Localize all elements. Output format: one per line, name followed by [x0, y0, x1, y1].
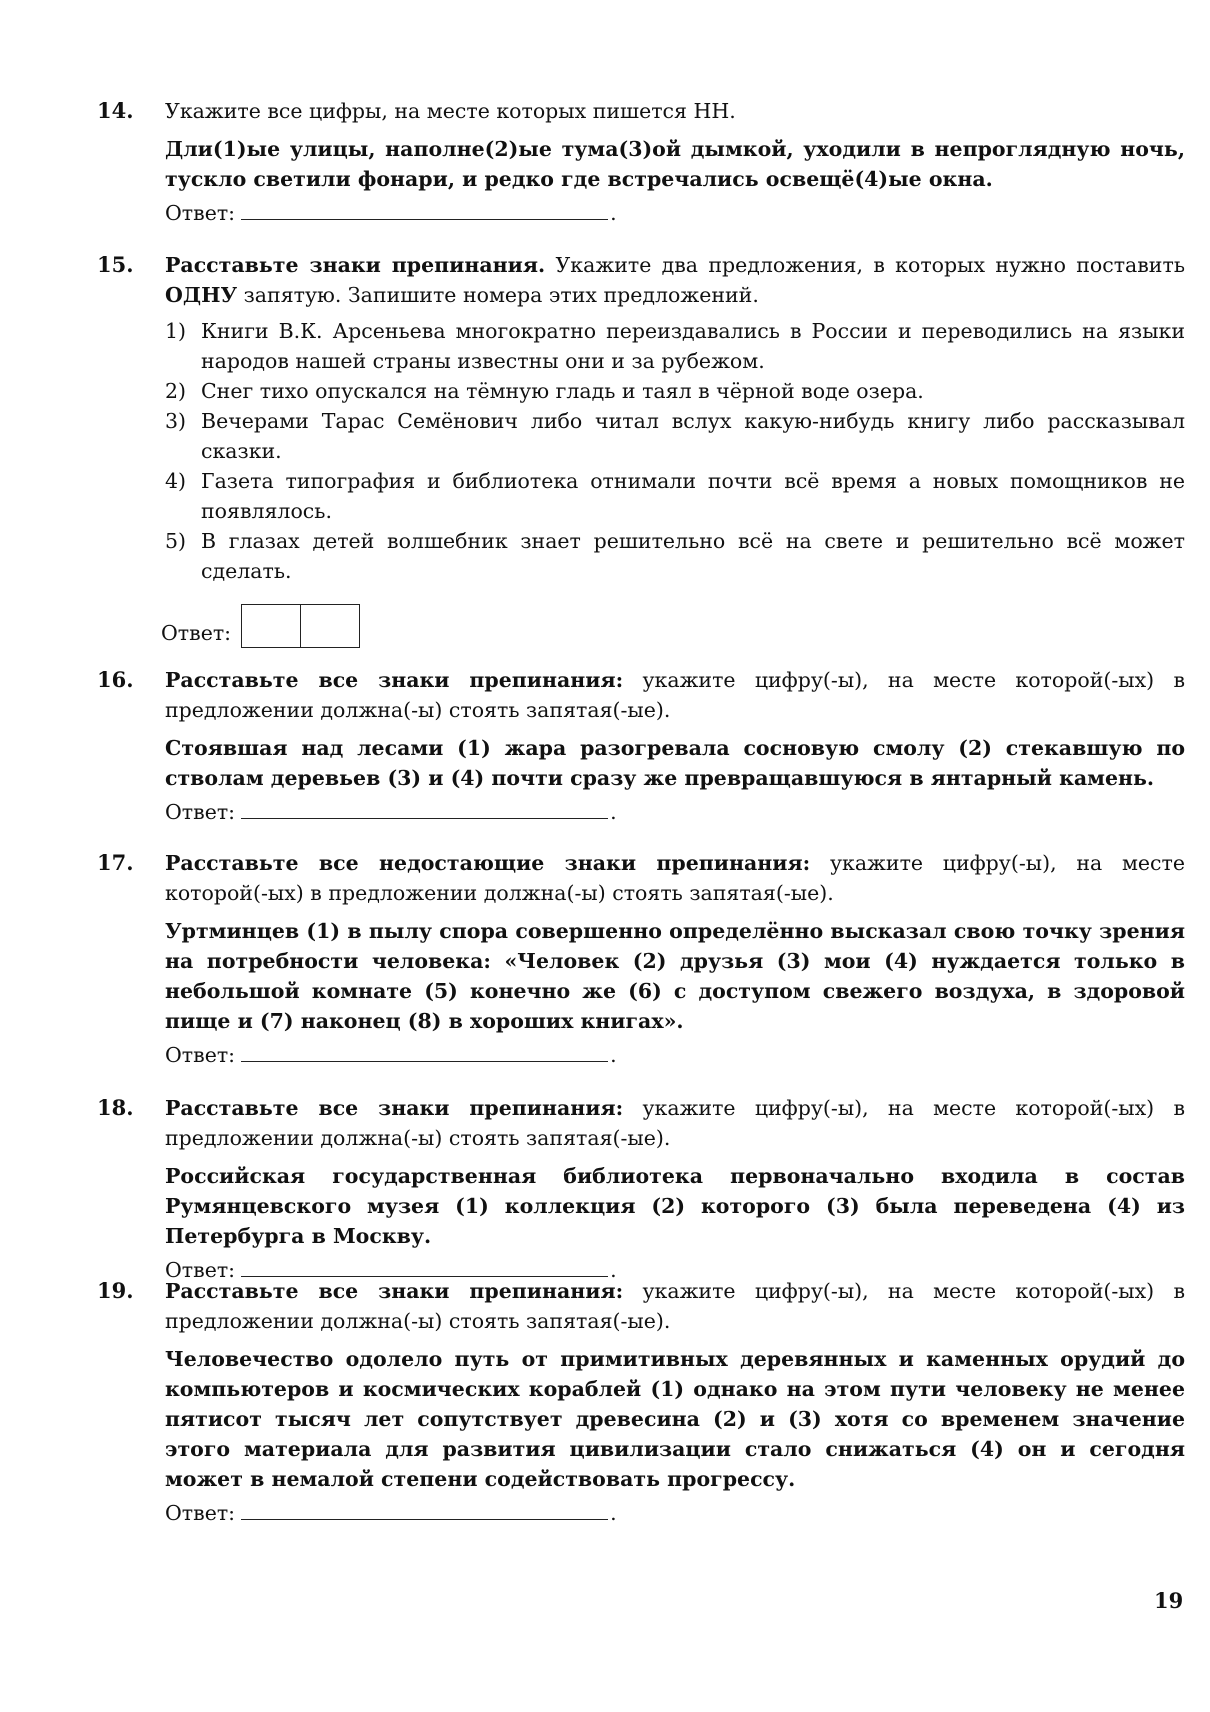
- task-number: 14.: [97, 98, 134, 123]
- page-number: 19: [1154, 1588, 1184, 1613]
- task-17: [97, 848, 1185, 1070]
- option-text: Газета типография и библиотека отнимали почти всё время а новых помощников не появлялось.: [201, 469, 1185, 523]
- task-instruction: Укажите все цифры, на месте которых пишется НН.: [165, 99, 736, 123]
- option-number: 5): [165, 529, 187, 553]
- answer-field[interactable]: [241, 1497, 608, 1520]
- option-number: 3): [165, 409, 187, 433]
- options-list: [165, 316, 1185, 586]
- answer-row: Ответ: .: [165, 197, 1185, 228]
- answer-row: Ответ: .: [165, 796, 1185, 827]
- task-sentence: Человечество одолело путь от примитивных деревянных и каменных орудий до компьютеров и космических кораблей (1) однако на этом пути человеку не менее пятисот тысяч лет сопутствует древесина (2) и (3) хотя со временем значение этого материала для развития цивилизации стало снижаться (4) он и сегодня может в немалой степени содействовать прогрессу.: [165, 1347, 1185, 1491]
- option-text: Вечерами Тарас Семёнович либо читал вслух какую-нибудь книгу либо рассказывал сказки.: [201, 409, 1185, 463]
- answer-label: Ответ:: [161, 621, 232, 645]
- instruction-text: укажите цифру(-ы), на месте которой(-ых) в предложении должна(-ы) стоять запятая(-ые).: [165, 1279, 1185, 1333]
- option-text: Книги В.К. Арсеньева многократно переиздавались в России и переводились на языки народов нашей страны известны они и за рубежом.: [201, 319, 1185, 373]
- answer-row: Ответ: .: [165, 1039, 1185, 1070]
- option-item: [165, 316, 1185, 376]
- instruction-bold: Расставьте все знаки препинания:: [165, 1096, 624, 1120]
- task-sentence: Уртминцев (1) в пылу спора совершенно определённо высказал свою точку зрения на потребности человека: «Человек (2) друзья (3) мои (4) нуждается только в небольшой комнате (5) конечно же (6) с доступом свежего воздуха, в здоровой пище и (7) наконец (8) в хороших книгах».: [165, 919, 1185, 1033]
- instruction-bold: ОДНУ: [165, 283, 238, 307]
- answer-box-row: [161, 604, 1185, 648]
- option-item: [165, 406, 1185, 466]
- option-number: 4): [165, 469, 187, 493]
- option-item: [165, 466, 1185, 526]
- answer-cell[interactable]: [242, 605, 300, 647]
- task-instruction: [165, 848, 1185, 908]
- task-number: 16.: [97, 667, 134, 692]
- answer-label: Ответ:: [165, 201, 236, 225]
- task-14: [97, 96, 1185, 228]
- instruction-text: укажите цифру(-ы), на месте которой(-ых) в предложении должна(-ы) стоять запятая(-ые).: [165, 1096, 1185, 1150]
- answer-field[interactable]: [241, 197, 608, 220]
- instruction-text: укажите цифру(-ы), на месте которой(-ых) в предложении должна(-ы) стоять запятая(-ые).: [165, 851, 1185, 905]
- task-15: [97, 250, 1185, 648]
- task-19: [97, 1276, 1185, 1528]
- task-sentence: Стоявшая над лесами (1) жара разогревала сосновую смолу (2) стекавшую по стволам деревьев (3) и (4) почти сразу же превращавшуюся в янтарный камень.: [165, 736, 1185, 790]
- instruction-text: Укажите два предложения, в которых нужно поставить: [555, 253, 1185, 277]
- task-number: 17.: [97, 850, 134, 875]
- task-number: 19.: [97, 1278, 134, 1303]
- option-item: [165, 376, 1185, 406]
- answer-row: Ответ: .: [165, 1497, 1185, 1528]
- instruction-text: запятую. Запишите номера этих предложений.: [243, 283, 759, 307]
- instruction-text: укажите цифру(-ы), на месте которой(-ых) в предложении должна(-ы) стоять запятая(-ые).: [165, 668, 1185, 722]
- answer-cell[interactable]: [300, 605, 359, 647]
- instruction-bold: Расставьте все знаки препинания:: [165, 1279, 624, 1303]
- instruction-bold: Расставьте знаки препинания.: [165, 253, 546, 277]
- instruction-bold: Расставьте все недостающие знаки препинания:: [165, 851, 811, 875]
- answer-field[interactable]: [241, 1039, 608, 1062]
- task-16: [97, 665, 1185, 827]
- answer-label: Ответ:: [165, 1501, 236, 1525]
- answer-field[interactable]: [241, 1254, 608, 1277]
- option-item: [165, 526, 1185, 586]
- task-18: [97, 1093, 1185, 1285]
- answer-field[interactable]: [241, 796, 608, 819]
- answer-label: Ответ:: [165, 1258, 236, 1282]
- answer-label: Ответ:: [165, 800, 236, 824]
- task-instruction: [165, 250, 1185, 310]
- option-text: Снег тихо опускался на тёмную гладь и таял в чёрной воде озера.: [201, 379, 924, 403]
- instruction-bold: Расставьте все знаки препинания:: [165, 668, 624, 692]
- answer-cells: [241, 604, 360, 648]
- task-instruction: [165, 1276, 1185, 1336]
- answer-label: Ответ:: [165, 1043, 236, 1067]
- option-text: В глазах детей волшебник знает решительно всё на свете и решительно всё может сделать.: [201, 529, 1185, 583]
- option-number: 2): [165, 379, 187, 403]
- task-sentence: Дли(1)ые улицы, наполне(2)ые тума(3)ой дымкой, уходили в непроглядную ночь, тускло светили фонари, и редко где встречались освещё(4)ые окна.: [165, 137, 1185, 191]
- option-number: 1): [165, 319, 187, 343]
- answer-row: Ответ: .: [165, 1254, 1185, 1285]
- task-number: 18.: [97, 1095, 134, 1120]
- task-sentence: Российская государственная библиотека первоначально входила в состав Румянцевского музея (1) коллекция (2) которого (3) была переведена (4) из Петербурга в Москву.: [165, 1164, 1185, 1248]
- task-instruction: [165, 1093, 1185, 1153]
- task-number: 15.: [97, 252, 134, 277]
- task-instruction: [165, 665, 1185, 725]
